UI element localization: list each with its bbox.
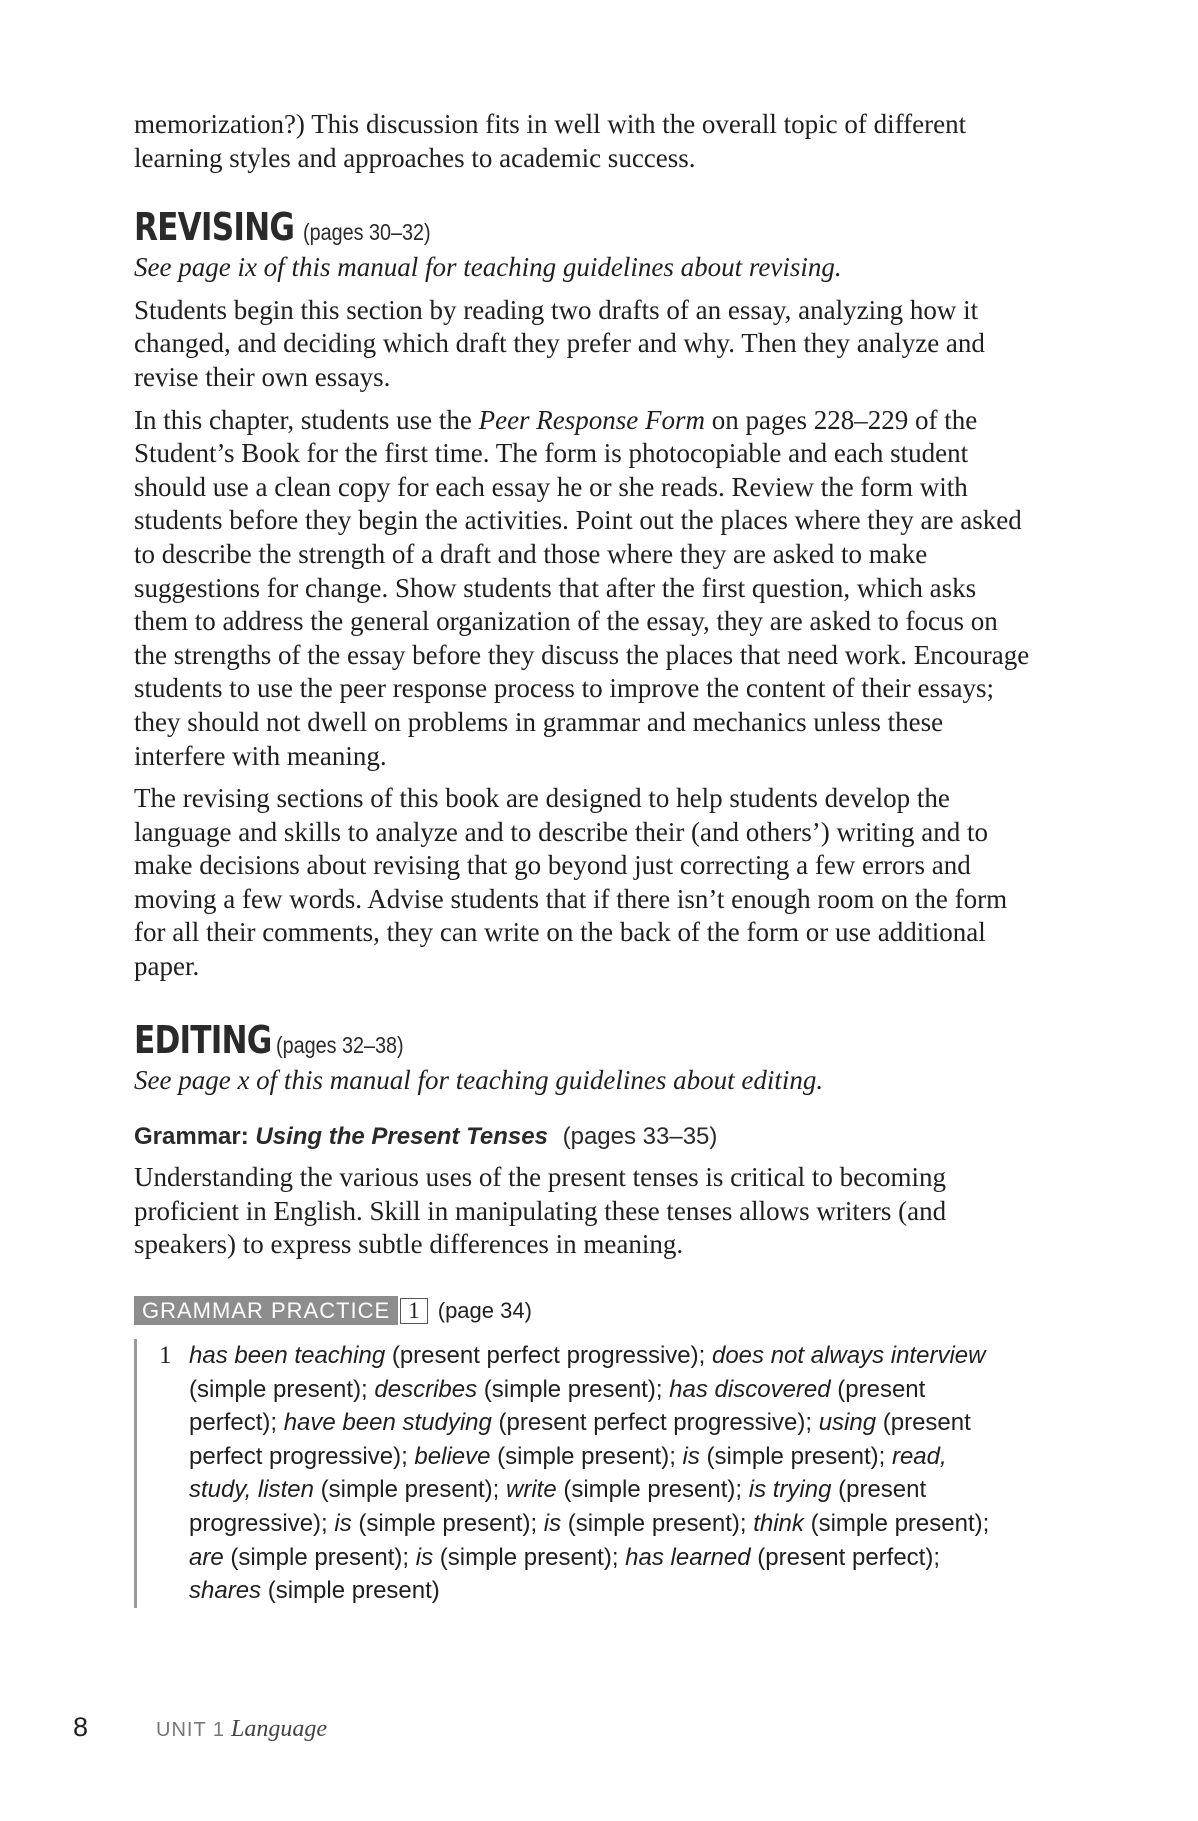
answer-tense: (simple present); — [477, 1375, 670, 1403]
revising-pages: (pages 30–32) — [303, 219, 431, 246]
grammar-practice-label: GRAMMAR PRACTICE — [134, 1296, 398, 1325]
editing-guideline: See page x of this manual for teaching guidelines about editing. — [134, 1064, 824, 1095]
answer-verb: shares — [189, 1577, 262, 1605]
answer-verb: write — [506, 1476, 557, 1504]
answer-verb: are — [189, 1543, 224, 1571]
editing-heading — [134, 1018, 1034, 1062]
unit-name: Language — [230, 1716, 327, 1742]
answer-tense: (present perfect); — [750, 1543, 941, 1571]
grammar-heading — [134, 1123, 1034, 1151]
intro-paragraph: memorization?) This discussion fits in well with the overall topic of different learning styles and approaches to academic success. — [134, 109, 967, 173]
answer-verb: does not always interview — [711, 1342, 986, 1370]
answer-item-text — [189, 1339, 1014, 1608]
answer-verb: is — [334, 1510, 352, 1537]
editing-pages: (pages 32–38) — [275, 1031, 404, 1058]
answer-verb: has discovered — [669, 1375, 831, 1403]
grammar-practice-page: (page 34) — [437, 1297, 532, 1323]
answer-tense: (simple present); — [189, 1375, 375, 1403]
grammar-topic: Using the Present Tenses — [255, 1123, 548, 1151]
grammar-practice-number: 1 — [400, 1298, 428, 1324]
revising-p2-rest: on pages 228–229 of the Student’s Book for the first time. The form is photocopiable and each student should use a clean copy for each essay he or she reads. Review the form with students before they begin the activities. Point out the places where they are asked to describe the strength of a draft and those where they are asked to make suggestions for change. Show students that after the first question, which asks them to address the general organization of the essay, they are asked to focus on the strengths of the essay before they discuss the places that need work. Encourage students to use the peer response process to improve the content of their essays; they should not dwell on problems in grammar and mechanics unless these interfere with meaning. — [134, 404, 1030, 771]
peer-response-form-title: Peer Response Form — [478, 404, 706, 435]
answer-tense: (simple present); — [433, 1543, 626, 1571]
page-footer — [73, 1712, 327, 1743]
revising-guideline: See page ix of this manual for teaching guidelines about revising. — [134, 252, 842, 283]
revising-heading — [134, 205, 1034, 249]
answer-tense: (simple present); — [313, 1476, 507, 1504]
answer-verb: using — [818, 1409, 877, 1437]
grammar-paragraph: Understanding the various uses of the present tenses is critical to becoming proficient in English. Skill in manipulating these tenses allows writers (and speakers) to express subtle differences in meaning. — [134, 1162, 947, 1260]
revising-title: REVISING — [134, 205, 295, 250]
answer-tense: (present perfect progressive); — [491, 1409, 819, 1437]
answer-tense: (simple present); — [556, 1476, 749, 1504]
answer-verb: read, study, listen — [189, 1442, 947, 1504]
answer-verb: is — [682, 1442, 700, 1470]
answer-tense: (simple present); — [699, 1442, 892, 1470]
answer-verb: has been teaching — [189, 1342, 386, 1370]
answer-item-number: 1 — [159, 1342, 172, 1370]
answer-tense: (simple present); — [490, 1442, 683, 1470]
answer-tense: (simple present); — [223, 1543, 416, 1571]
answer-tense: (simple present); — [561, 1510, 754, 1537]
answer-tense: (present perfect progressive); — [385, 1342, 712, 1370]
editing-title: EDITING — [134, 1017, 272, 1062]
revising-paragraph-1: Students begin this section by reading two drafts of an essay, analyzing how it changed, and deciding which draft they prefer and why. Then they analyze and revise their own essays. — [134, 294, 985, 392]
answer-verb: believe — [414, 1442, 491, 1470]
unit-label: UNIT 1 — [156, 1719, 225, 1741]
answer-verb: describes — [374, 1375, 478, 1403]
revising-paragraph-3: The revising sections of this book are designed to help students develop the language and skills to analyze and to describe their (and others’) writing and to make decisions about revising that go beyond just correcting a few errors and moving a few words. Advise students that if there isn’t enough room on the form for all their comments, they can write on the back of the form or use additional paper. — [134, 783, 1008, 982]
answer-verb: is trying — [748, 1476, 832, 1504]
answer-verb: have been studying — [283, 1409, 492, 1437]
answer-verb: think — [753, 1510, 804, 1537]
answer-tense: (present perfect progressive); — [189, 1409, 971, 1470]
answer-key — [134, 1339, 1014, 1608]
answer-tense: (simple present); — [803, 1510, 990, 1537]
answer-tense: (present perfect); — [189, 1375, 926, 1437]
answer-verb: has learned — [625, 1543, 751, 1571]
grammar-pages: (pages 33–35) — [562, 1123, 718, 1151]
grammar-label: Grammar: — [134, 1123, 249, 1151]
page-body — [134, 108, 1034, 1608]
revising-p2-start: In this chapter, students use the — [134, 404, 479, 435]
answer-verb: is — [543, 1510, 562, 1537]
answer-verb: is — [415, 1543, 434, 1571]
answer-tense: (simple present) — [261, 1577, 440, 1605]
page-number: 8 — [73, 1712, 89, 1742]
revising-paragraph-2 — [134, 404, 1034, 774]
grammar-practice-header — [134, 1296, 1034, 1325]
answer-tense: (present progressive); — [189, 1476, 927, 1537]
answer-tense: (simple present); — [351, 1510, 544, 1537]
